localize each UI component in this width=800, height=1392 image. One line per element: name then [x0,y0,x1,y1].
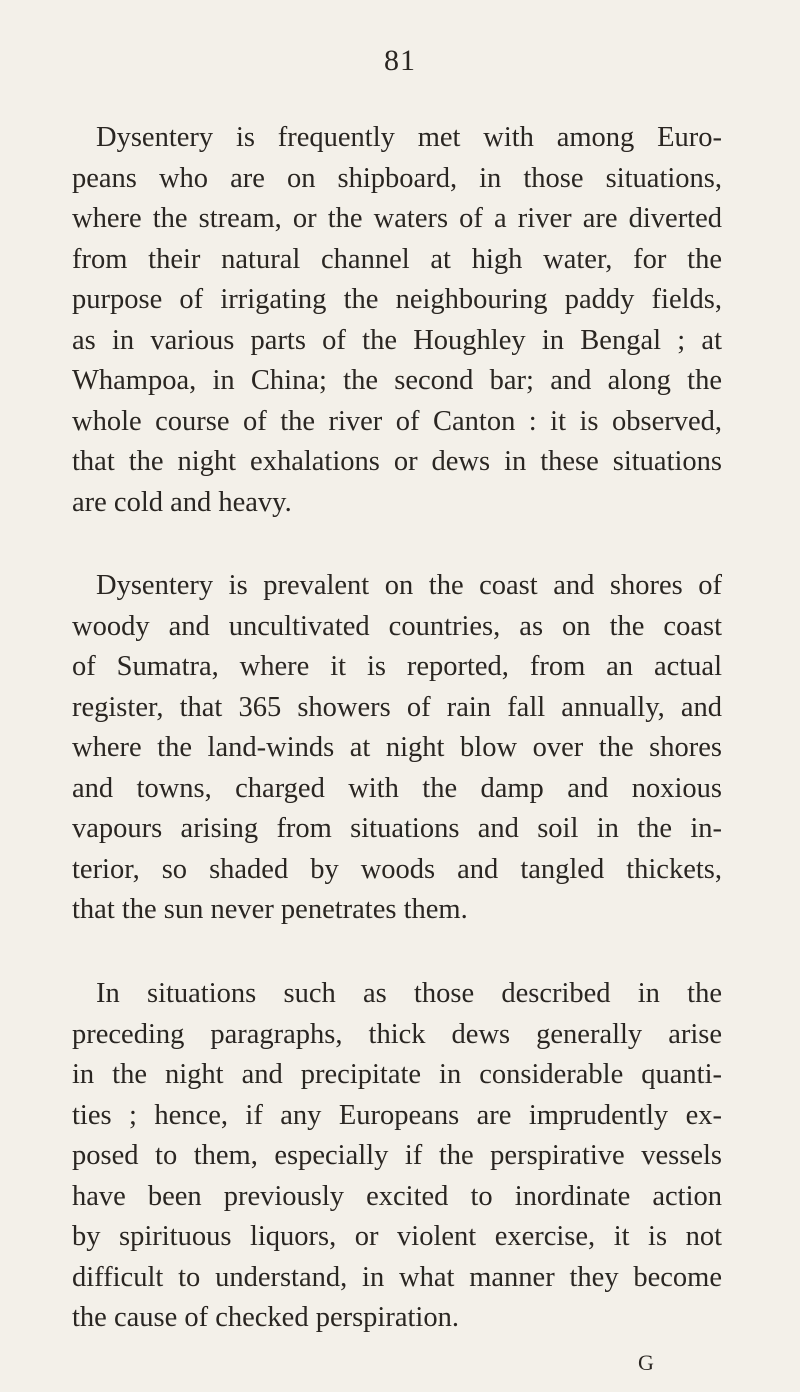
text-line: Dysentery is prevalent on the coast and shores of [96,570,722,601]
text-line: are cold and heavy. [72,486,292,518]
text-line: purpose of irrigating the neighbouring paddy fields, [72,284,722,315]
text-line: the cause of checked perspiration. [72,1302,459,1333]
text-line: have been previously excited to inordinate action [72,1180,722,1212]
text-line: that the sun never penetrates them. [72,894,468,925]
text-line: and towns, charged with the damp and noxious [72,772,722,804]
text-line: ties ; hence, if any Europeans are imprudently ex- [72,1099,722,1131]
text-line: that the night exhalations or dews in these situations [72,446,722,477]
text-line: of Sumatra, where it is reported, from an actual [72,651,722,682]
text-line: In situations such as those described in the [96,978,722,1009]
paragraph-2 [72,566,722,931]
text-line: whole course of the river of Canton : it is observed, [72,405,722,437]
paragraph-1 [72,118,722,523]
text-line: where the stream, or the waters of a river are diverted [72,203,722,234]
text-line: posed to them, especially if the perspirative vessels [72,1140,722,1171]
text-line: where the land-winds at night blow over the shores [72,732,722,763]
paragraph-3 [72,974,722,1339]
text-line: register, that 365 showers of rain fall annually, and [72,691,722,723]
text-line: Whampoa, in China; the second bar; and along the [72,365,722,396]
text-line: peans who are on shipboard, in those situations, [72,162,722,194]
text-line: preceding paragraphs, thick dews generally arise [72,1018,722,1050]
text-line: from their natural channel at high water, for the [72,243,722,275]
signature-mark: G [638,1350,654,1375]
page-number: 81 [384,44,416,77]
text-line: vapours arising from situations and soil in the in- [72,813,722,844]
text-line: terior, so shaded by woods and tangled thickets, [72,853,722,885]
text-line: woody and uncultivated countries, as on the coast [72,610,722,642]
text-line: by spirituous liquors, or violent exercise, it is not [72,1221,722,1252]
text-line: in the night and precipitate in considerable quanti- [72,1059,722,1090]
text-line: Dysentery is frequently met with among Euro- [96,122,722,153]
text-line: difficult to understand, in what manner they become [72,1261,722,1293]
text-line: as in various parts of the Houghley in Bengal ; at [72,324,722,356]
